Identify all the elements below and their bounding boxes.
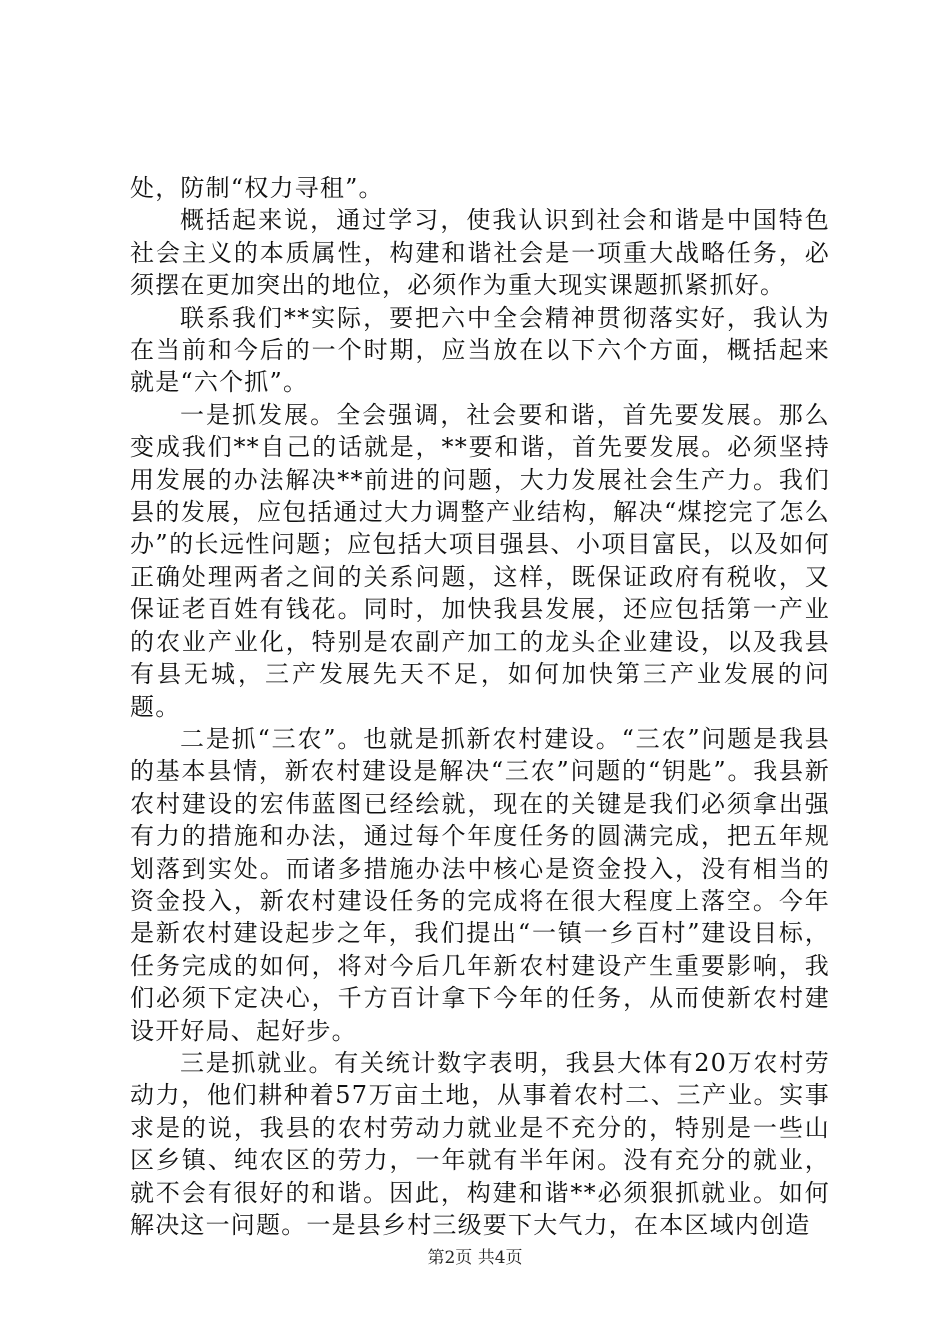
page-footer: 第2页 共4页 <box>427 1248 523 1268</box>
paragraph-6: 三是抓就业。有关统计数字表明，我县大体有20万农村劳动力，他们耕种着57万亩土地，从事着农村二、三产业。实事求是的说，我县的农村劳动力就业是不充分的，特别是一些山区乡镇、纯农区的劳力，一年就有半年闲。没有充分的就业，就不会有很好的和谐。因此，构建和谐**必须狠抓就业。如何解决这一问题。一是县乡村三级要下大气力，在本区域内创造 <box>130 1048 830 1239</box>
paragraph-2: 概括起来说，通过学习，使我认识到社会和谐是中国特色社会主义的本质属性，构建和谐社会是一项重大战略任务，必须摆在更加突出的地位，必须作为重大现实课题抓紧抓好。 <box>130 206 830 300</box>
paragraph-5: 二是抓“三农”。也就是抓新农村建设。“三农”问题是我县的基本县情，新农村建设是解决“三农”问题的“钥匙”。我县新农村建设的宏伟蓝图已经绘就，现在的关键是我们必须拿出强有力的措施和办法，通过每个年度任务的圆满完成，把五年规划落到实处。而诸多措施办法中核心是资金投入，没有相当的资金投入，新农村建设任务的完成将在很大程度上落空。今年是新农村建设起步之年，我们提出“一镇一乡百村”建设目标，任务完成的如何，将对今后几年新农村建设产生重要影响，我们必须下定决心，千方百计拿下今年的任务，从而使新农村建设开好局、起好步。 <box>130 724 830 1045</box>
body-text <box>130 172 830 1241</box>
paragraph-1: 处，防制“权力寻租”。 <box>130 174 384 202</box>
paragraph-3: 联系我们**实际，要把六中全会精神贯彻落实好，我认为在当前和今后的一个时期，应当放在以下六个方面，概括起来就是“六个抓”。 <box>130 303 830 397</box>
paragraph-4: 一是抓发展。全会强调，社会要和谐，首先要发展。那么变成我们**自己的话就是，**要和谐，首先要发展。必须坚持用发展的办法解决**前进的问题，大力发展社会生产力。我们县的发展，应包括通过大力调整产业结构，解决“煤挖完了怎么办”的长远性问题；应包括大项目强县、小项目富民，以及如何正确处理两者之间的关系问题，这样，既保证政府有税收，又保证老百姓有钱花。同时，加快我县发展，还应包括第一产业的农业产业化，特别是农副产加工的龙头企业建设，以及我县有县无城，三产发展先天不足，如何加快第三产业发展的问题。 <box>130 400 830 721</box>
